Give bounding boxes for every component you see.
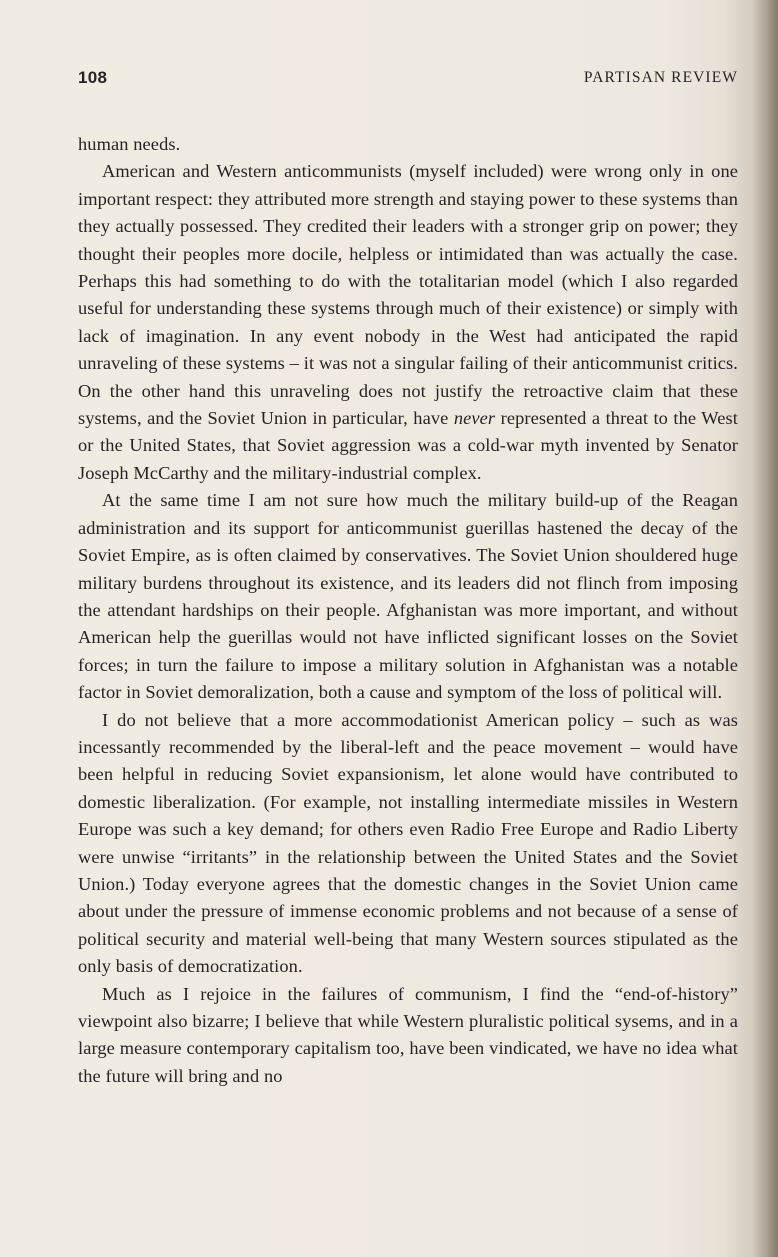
page-header (78, 68, 738, 92)
paragraph (78, 158, 738, 487)
paragraph (78, 981, 738, 1091)
running-head: PARTISAN REVIEW (583, 69, 738, 86)
paragraph-text: human needs. (78, 134, 181, 154)
paragraph (78, 487, 738, 706)
paragraph-text: Much as I rejoice in the failures of communism, I find the “end-of-history” viewpoint also bizarre; I believe that while Western pluralistic political sysems, and in a large measure contemporary capitalism too, have been vindicated, we have no idea what the future will bring and no (78, 983, 738, 1086)
paragraph-text: American and Western anticommunists (myself included) were wrong only in one important respect: they attributed more strength and staying power to these systems than they actually possessed. They credited their leaders with a stronger grip on power; they thought their peoples more docile, helpless or intimidated than was actually the case. Perhaps this had something to do with the totalitarian model (which I also regarded useful for understanding these systems through much of their existence) or simply with lack of imagination. In any event nobody in the West had anticipated the rapid unraveling of these systems – it was not a singular failing of their anticommunist critics. On the other hand this unraveling does not justify the retroactive claim that these systems, and the Soviet Union in particular, have (78, 161, 738, 429)
paragraph-text: I do not believe that a more accommodationist American policy – such as was incessantly recommended by the liberal-left and the peace movement – would have been helpful in reducing Soviet expansionism, let alone would have contributed to domestic liberalization. (For example, not installing intermediate missiles in Western Europe was such a key demand; for others even Radio Free Europe and Radio Liberty were unwise “irritants” in the relationship between the United States and the Soviet Union.) Today everyone agrees that the domestic changes in the Soviet Union came about under the pressure of immense economic problems and not because of a sense of political security and material well-being that many Western sources stipulated as the only basis of democratization. (78, 709, 738, 977)
emphasized-word: never (453, 408, 496, 429)
paragraph-text: At the same time I am not sure how much the military build-up of the Reagan administration and its support for anticommunist guerillas hastened the decay of the Soviet Empire, as is often claimed by conservatives. The Soviet Union shouldered huge military burdens throughout its existence, and its leaders did not flinch from imposing the attendant hardships on their people. Afghanistan was more important, and without American help the guerillas would not have inflicted significant losses on the Soviet forces; in turn the failure to impose a military solution in Afghanistan was a notable factor in Soviet demoralization, both a cause and symptom of the loss of political will. (78, 490, 738, 703)
paragraph-text-after: represented a threat to the West or the United States, that Soviet aggression was a cold-war myth invented by Senator Joseph McCarthy and the military-industrial complex. (78, 408, 738, 483)
page-number: 108 (78, 68, 108, 87)
paragraph (78, 707, 738, 981)
body-text (78, 131, 738, 1090)
paragraph-continuation (78, 131, 738, 158)
page-edge-shadow (752, 0, 778, 1257)
